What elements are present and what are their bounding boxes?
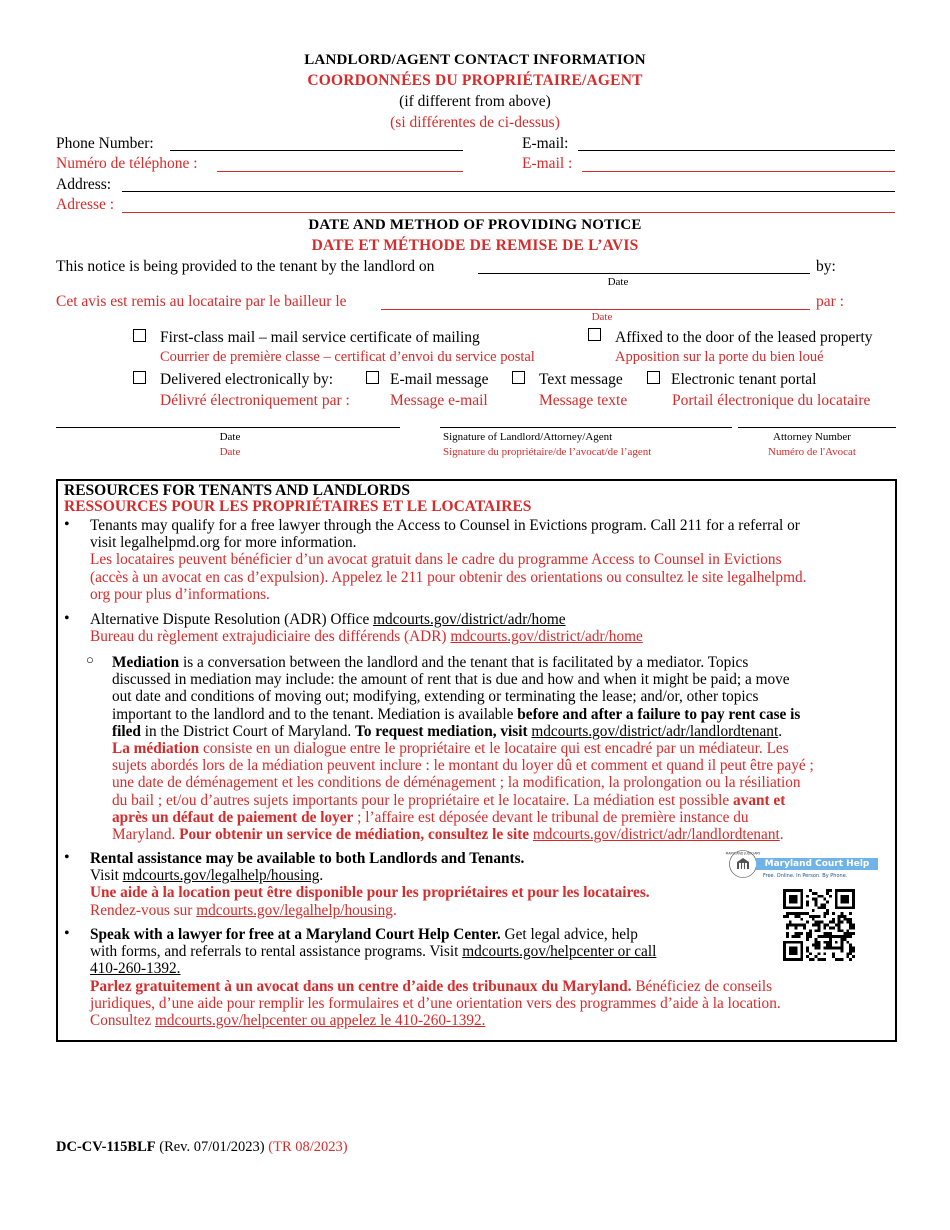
b4-en-bold: Speak with a lawyer for free at a Maryland Court Help Center. [90, 926, 501, 943]
form-id: DC-CV-115BLF [56, 1139, 156, 1155]
b1-en-line1: Tenants may qualify for a free lawyer through the Access to Counsel in Evictions program. Call 211 for a referral or [90, 517, 800, 534]
checkbox-first-class-mail[interactable] [133, 329, 146, 342]
qr-code-icon[interactable] [779, 889, 859, 966]
sig-attorney-caption-fr: Numéro de l'Avocat [768, 446, 856, 458]
med-en-l4a: important to the landlord and to the tenant. Mediation is available [112, 705, 518, 723]
notice-text-en: This notice is being provided to the tenant by the landlord on [56, 258, 435, 275]
med-en-bold: Mediation [112, 654, 180, 671]
med-en-l5c: To request mediation, visit [355, 722, 532, 740]
option-text-fr: Message texte [539, 392, 628, 409]
notice-text-fr: Cet avis est remis au locataire par le bailleur le [56, 293, 347, 310]
b4-fr-bold: Parlez gratuitement à un avocat dans un centre d’aide des tribunaux du Maryland. [90, 977, 632, 995]
option-portal-fr: Portail électronique du locataire [672, 392, 871, 409]
email-label-en: E-mail: [522, 135, 569, 152]
sig-signature-caption-fr: Signature du propriétaire/de l’avocat/de l’agent [443, 446, 652, 458]
b1-fr-line3: org pour plus d’informations. [90, 585, 270, 603]
footer-form-info [56, 1139, 348, 1156]
bullet-1: • [64, 516, 70, 533]
b3-en-end: . [319, 867, 324, 885]
phone-label-en: Phone Number: [56, 135, 154, 152]
option-text-en: Text message [539, 371, 623, 388]
checkbox-text-message[interactable] [512, 371, 525, 384]
section1-title-fr: COORDONNÉES DU PROPRIÉTAIRE/AGENT [307, 72, 643, 89]
phone-field-fr[interactable] [217, 171, 463, 172]
helpcenter-link-en[interactable]: mdcourts.gov/helpcenter or call [462, 943, 657, 961]
attorney-number-field[interactable] [738, 427, 896, 428]
mediation-text [112, 654, 897, 843]
b4-fr-l2: juridiques, d’une aide pour remplir les formulaires et d’une orientation vers des programmes d’aide à la location. [90, 994, 781, 1012]
bullet2-text [90, 611, 890, 645]
option-mail-fr: Courrier de première classe – certificat d’envoi du service postal [160, 349, 535, 365]
bullet-2: • [64, 610, 70, 627]
med-en-end: . [778, 722, 783, 740]
med-fr-l1: consiste en un dialogue entre le propriétaire et le locataire qui est encadré par un médiateur. Les [199, 740, 789, 758]
option-email-en: E-mail message [390, 371, 489, 388]
b1-fr-line2: (accès à un avocat en cas d’expulsion). Appelez le 211 pour obtenir des orientations ou consultez le site legalhelpmd. [90, 568, 807, 586]
section1-subtitle-fr: (si différentes de ci-dessus) [390, 114, 560, 131]
med-fr-l5b: ; l’affaire est déposée devant le tribunal de première instance du [353, 808, 749, 826]
section1-subtitle-en: (if different from above) [399, 93, 551, 110]
maryland-judiciary-seal-icon [725, 849, 761, 879]
notice-date-caption-fr: Date [591, 311, 613, 323]
b3-en-bold: Rental assistance may be available to both Landlords and Tenants. [90, 850, 525, 867]
sig-attorney-caption-en: Attorney Number [773, 431, 851, 443]
address-label-fr: Adresse : [56, 196, 115, 213]
form-tr: (TR 08/2023) [268, 1139, 348, 1155]
b4-en-l1: Get legal advice, help [500, 926, 638, 943]
court-help-tagline: Free. Online. In Person. By Phone. [763, 873, 848, 879]
b4-fr-l3a: Consultez [90, 1012, 156, 1030]
section2-title-en: DATE AND METHOD OF PROVIDING NOTICE [308, 217, 642, 233]
signature-date-field[interactable] [56, 427, 400, 428]
med-fr-l3: une date de déménagement et les conditions de déménagement ; la modification, la prolongation ou la résiliation [112, 774, 801, 792]
b3-en-visit: Visit [90, 867, 123, 885]
address-label-en: Address: [56, 176, 112, 193]
adr-link-en[interactable]: mdcourts.gov/district/adr/home [373, 611, 566, 628]
option-elec-en: Delivered electronically by: [160, 371, 334, 388]
adr-link-fr[interactable]: mdcourts.gov/district/adr/home [450, 628, 643, 646]
resources-title-fr: RESSOURCES POUR LES PROPRIÉTAIRES ET LE LOCATAIRES [64, 498, 532, 515]
option-mail-en: First-class mail – mail service certificate of mailing [160, 329, 480, 346]
notice-by-fr: par : [816, 293, 844, 310]
med-fr-bold: La médiation [112, 740, 200, 758]
med-en-l2: discussed in mediation may include: the amount of rent that is due and how and when it might be paid; a move [112, 671, 790, 689]
court-help-banner: Maryland Court Help [756, 858, 878, 870]
bullet3-text [90, 850, 730, 919]
resources-title-en: RESOURCES FOR TENANTS AND LANDLORDS [64, 482, 410, 499]
option-portal-en: Electronic tenant portal [671, 371, 817, 388]
email-field-fr[interactable] [582, 171, 895, 172]
bullet-3: • [64, 849, 70, 866]
b3-fr-bold: Une aide à la location peut être disponible pour les propriétaires et pour les locataires. [90, 884, 650, 902]
med-fr-l4b: avant et [733, 791, 786, 809]
sig-date-caption-fr: Date [219, 446, 241, 458]
notice-by-en: by: [816, 258, 836, 275]
phone-label-fr: Numéro de téléphone : [56, 155, 198, 172]
med-fr-l6b: Pour obtenir un service de médiation, consultez le site [179, 826, 533, 844]
med-fr-l5a: après un défaut de paiement de loyer [112, 808, 354, 826]
checkbox-delivered-electronically[interactable] [133, 371, 146, 384]
med-en-l5a: filed [112, 722, 141, 740]
med-fr-l6a: Maryland. [112, 826, 180, 844]
med-en-l3: out date and conditions of moving out; modifying, extending or terminating the lease; and/or, other topics [112, 688, 759, 706]
notice-date-field-fr[interactable] [381, 309, 810, 310]
section2-title-fr: DATE ET MÉTHODE DE REMISE DE L’AVIS [311, 237, 639, 254]
option-door-en: Affixed to the door of the leased property [615, 329, 873, 346]
helpcenter-phone-en[interactable]: 410-260-1392. [90, 960, 181, 978]
notice-date-field[interactable] [478, 273, 810, 274]
sig-signature-caption-en: Signature of Landlord/Attorney/Agent [443, 431, 613, 443]
b2-en-text: Alternative Dispute Resolution (ADR) Office [90, 611, 374, 628]
med-en-l5b: in the District Court of Maryland. [140, 722, 356, 740]
address-field[interactable] [122, 191, 895, 192]
option-door-fr: Apposition sur la porte du bien loué [615, 349, 824, 365]
form-rev: (Rev. 07/01/2023) [155, 1139, 269, 1155]
phone-field[interactable] [170, 150, 463, 151]
med-fr-l2: sujets abordés lors de la médiation peuvent inclure : le montant du loyer dû et comment et quand il peut être payé ; [112, 757, 814, 775]
b3-fr-end: . [392, 901, 397, 919]
mediation-link-en[interactable]: mdcourts.gov/district/adr/landlordtenant [531, 722, 779, 740]
checkbox-affixed-door[interactable] [588, 328, 601, 341]
mediation-link-fr[interactable]: mdcourts.gov/district/adr/landlordtenant [532, 826, 780, 844]
b1-fr-line1: Les locataires peuvent bénéficier d’un avocat gratuit dans le cadre du programme Access to Counsel in Evictions [90, 551, 782, 569]
sig-date-caption-en: Date [219, 431, 241, 443]
email-field[interactable] [578, 150, 895, 151]
address-field-fr[interactable] [122, 212, 895, 213]
bullet-4: • [64, 925, 70, 942]
b3-fr-visit: Rendez-vous sur [90, 901, 197, 919]
bullet1-text [90, 517, 890, 603]
med-fr-l4a: du bail ; et/ou d’autres sujets importants pour le propriétaire et le locataire. La médiation est possible [112, 791, 734, 809]
med-fr-end: . [779, 826, 784, 844]
checkbox-email-message[interactable] [366, 371, 379, 384]
med-en-l4b: before and after a failure to pay rent case is [517, 705, 801, 723]
sub-bullet-mediation: ○ [86, 652, 94, 667]
notice-date-caption-en: Date [607, 276, 629, 288]
housing-link-en[interactable]: mdcourts.gov/legalhelp/housing [122, 867, 320, 885]
option-email-fr: Message e-mail [390, 392, 488, 409]
bullet4-text [90, 926, 890, 1029]
checkbox-electronic-portal[interactable] [647, 371, 660, 384]
b1-en-line2: visit legalhelpmd.org for more information. [90, 534, 357, 552]
email-label-fr: E-mail : [522, 155, 573, 172]
section1-title-en: LANDLORD/AGENT CONTACT INFORMATION [304, 52, 646, 68]
b2-fr-text: Bureau du règlement extrajudiciaire des différends (ADR) [90, 628, 451, 646]
b4-fr-l1: Bénéficiez de conseils [631, 977, 773, 995]
housing-link-fr[interactable]: mdcourts.gov/legalhelp/housing [196, 901, 393, 919]
b4-en-l2a: with forms, and referrals to rental assistance programs. Visit [90, 943, 463, 961]
helpcenter-link-fr[interactable]: mdcourts.gov/helpcenter ou appelez le 410-260-1392. [155, 1012, 486, 1030]
med-en-l1: is a conversation between the landlord and the tenant that is facilitated by a mediator. Topics [179, 654, 749, 671]
signature-field[interactable] [440, 427, 732, 428]
option-elec-fr: Délivré électroniquement par : [160, 392, 350, 409]
seal-text: MARYLAND JUDICIARY [725, 851, 761, 856]
